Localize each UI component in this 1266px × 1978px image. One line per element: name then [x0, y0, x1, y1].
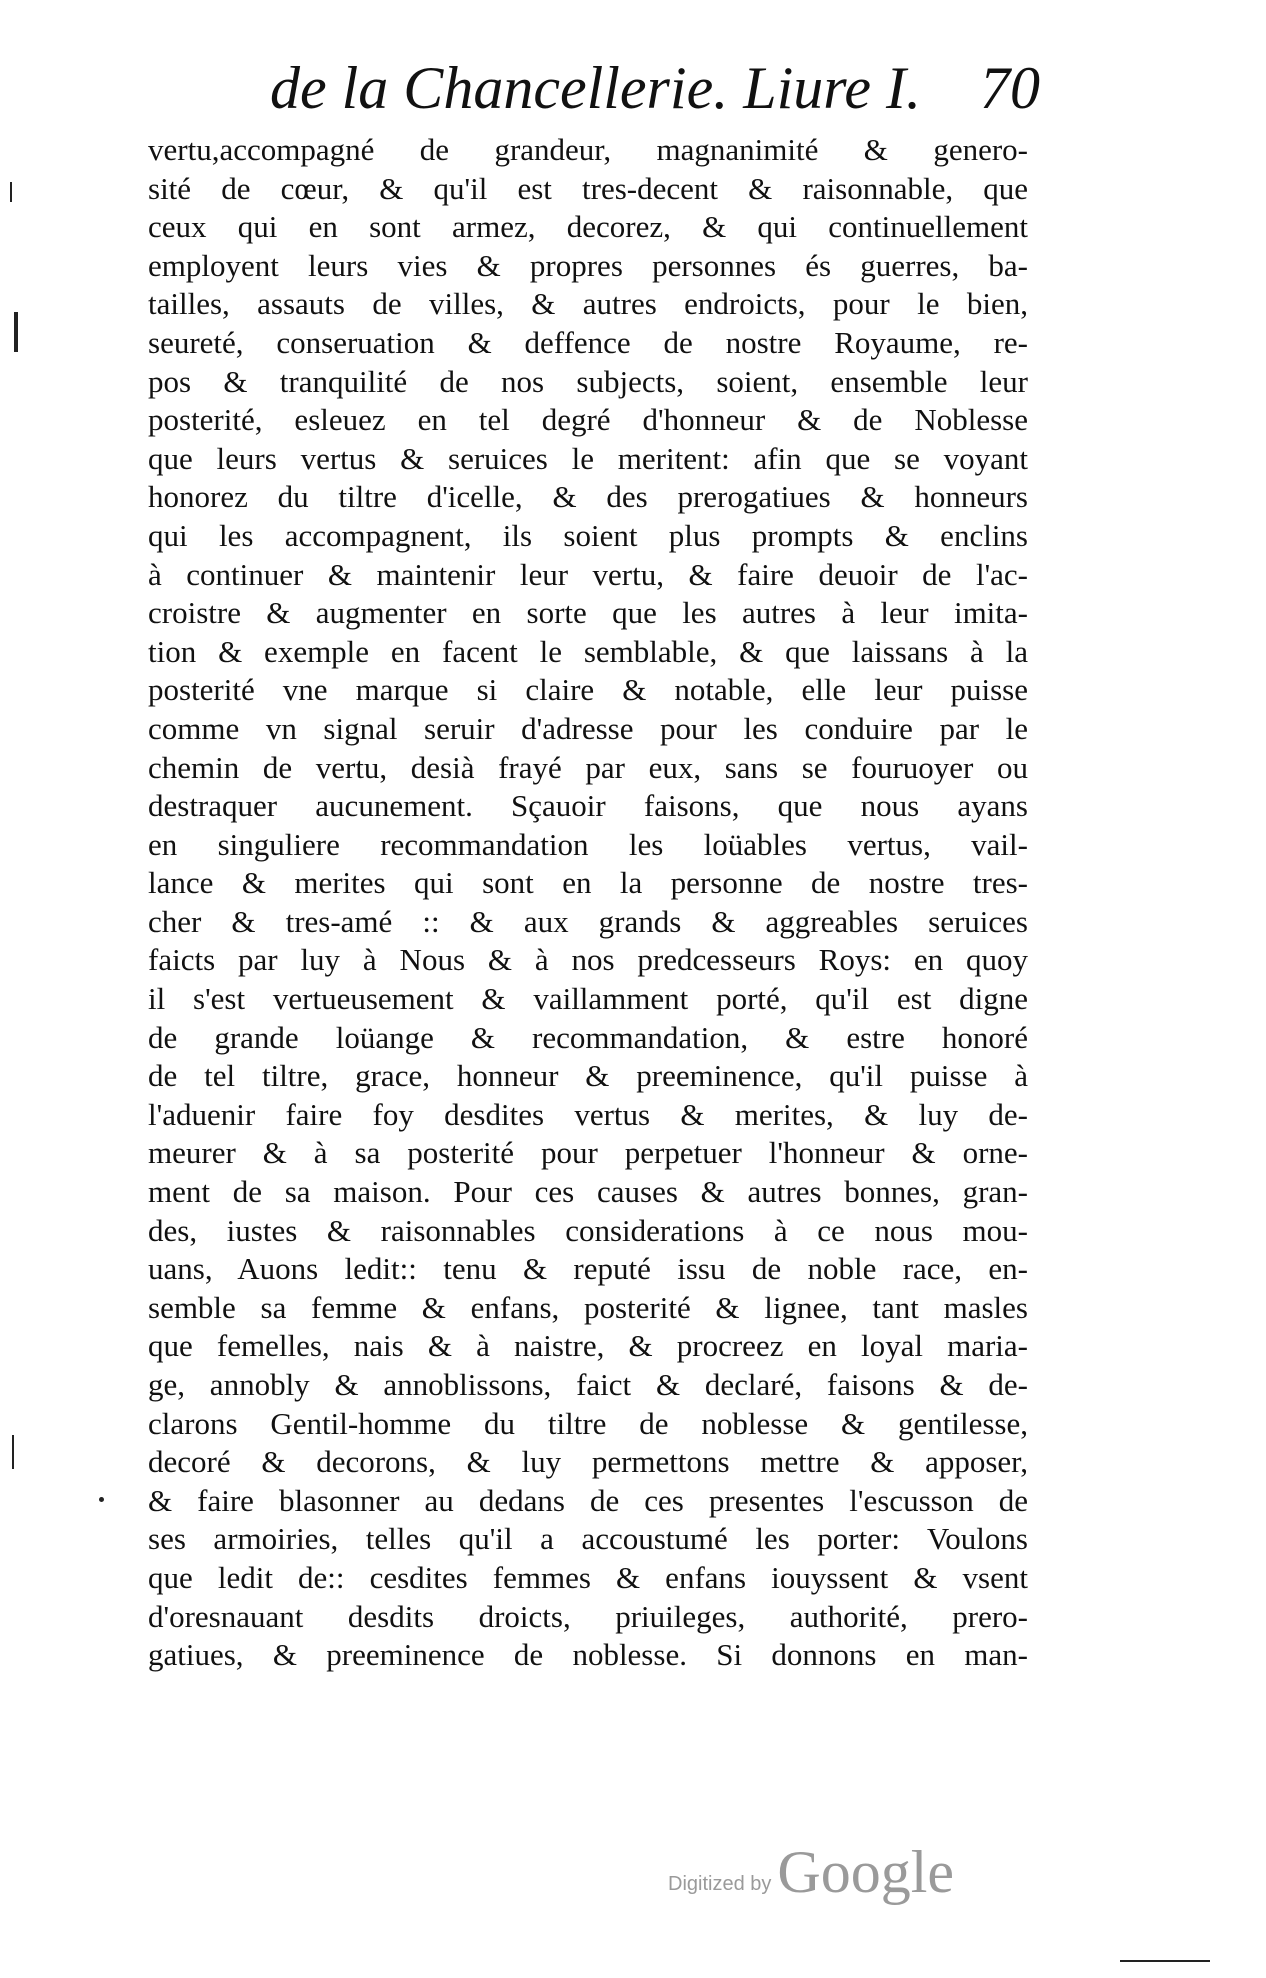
text-line: à continuer & maintenir leur vertu, & faire deuoir de l'ac- [148, 556, 1028, 592]
text-line: sité de cœur, & qu'il est tres-decent & raisonnable, que [148, 170, 1028, 206]
text-line: il s'est vertueusement & vaillamment porté, qu'il est digne [148, 981, 1028, 1017]
text-line: en singuliere recommandation les loüables vertus, vail- [148, 826, 1028, 862]
text-line: destraquer aucunement. Sçauoir faisons, que nous ayans [148, 788, 1028, 824]
page-number: 70 [980, 55, 1040, 121]
text-line: chemin de vertu, desià frayé par eux, sans se fouruoyer ou [148, 749, 1028, 785]
text-line: lance & merites qui sont en la personne de nostre tres- [148, 865, 1028, 901]
text-line: seureté, conseruation & deffence de nostre Royaume, re- [148, 324, 1028, 360]
text-line: ceux qui en sont armez, decorez, & qui continuellement [148, 209, 1028, 245]
text-line: vertu,accompagné de grandeur, magnanimité & genero- [148, 132, 1028, 167]
text-line: & faire blasonner au dedans de ces presentes l'escusson de [148, 1482, 1028, 1518]
text-line: qui les accompagnent, ils soient plus prompts & enclins [148, 517, 1028, 553]
corner-rule [1120, 1960, 1210, 1962]
margin-mark [12, 1435, 14, 1469]
digitized-watermark [668, 1840, 1008, 1912]
text-line: posterité vne marque si claire & notable, elle leur puisse [148, 672, 1028, 708]
text-line: cher & tres-amé :: & aux grands & aggreables seruices [148, 903, 1028, 939]
text-line: employent leurs vies & propres personnes és guerres, ba- [148, 247, 1028, 283]
text-line: ses armoiries, telles qu'il a accoustumé les porter: Voulons [148, 1521, 1028, 1557]
text-line: posterité, esleuez en tel degré d'honneur & de Noblesse [148, 402, 1028, 438]
text-line: croistre & augmenter en sorte que les autres à leur imita- [148, 595, 1028, 631]
text-line: uans, Auons ledit:: tenu & reputé issu de noble race, en- [148, 1251, 1028, 1287]
watermark-brand: Google [777, 1839, 955, 1905]
text-line: d'oresnauant desdits droicts, priuileges, authorité, prero- [148, 1598, 1028, 1634]
text-line: tion & exemple en facent le semblable, & que laissans à la [148, 633, 1028, 669]
text-line: tailles, assauts de villes, & autres endroicts, pour le bien, [148, 286, 1028, 322]
text-line: meurer & à sa posterité pour perpetuer l'honneur & orne- [148, 1135, 1028, 1171]
margin-mark [10, 182, 12, 202]
page-header [270, 48, 1040, 128]
margin-dot [99, 1497, 104, 1502]
text-line: que ledit de:: cesdites femmes & enfans iouyssent & vsent [148, 1559, 1028, 1595]
text-line: faicts par luy à Nous & à nos predcesseurs Roys: en quoy [148, 942, 1028, 978]
text-line: de tel tiltre, grace, honneur & preeminence, qu'il puisse à [148, 1058, 1028, 1094]
text-line: des, iustes & raisonnables considerations à ce nous mou- [148, 1212, 1028, 1248]
text-line: ge, annobly & annoblissons, faict & declaré, faisons & de- [148, 1367, 1028, 1402]
text-line: decoré & decorons, & luy permettons mettre & apposer, [148, 1444, 1028, 1480]
text-line: gatiues, & preeminence de noblesse. Si donnons en man- [148, 1637, 1028, 1673]
text-line: de grande loüange & recommandation, & estre honoré [148, 1019, 1028, 1055]
margin-mark [14, 312, 18, 352]
text-line: semble sa femme & enfans, posterité & lignee, tant masles [148, 1289, 1028, 1325]
text-line: l'aduenir faire foy desdites vertus & merites, & luy de- [148, 1096, 1028, 1132]
text-line: ment de sa maison. Pour ces causes & autres bonnes, gran- [148, 1174, 1028, 1210]
text-line: que leurs vertus & seruices le meritent: afin que se voyant [148, 440, 1028, 476]
text-line: clarons Gentil-homme du tiltre de noblesse & gentilesse, [148, 1405, 1028, 1441]
text-line: pos & tranquilité de nos subjects, soient, ensemble leur [148, 363, 1028, 399]
body-text [148, 131, 1028, 1675]
running-head: de la Chancellerie. Liure I. [270, 55, 921, 121]
text-line: que femelles, nais & à naistre, & procreez en loyal maria- [148, 1328, 1028, 1364]
watermark-prefix: Digitized by [668, 1873, 772, 1895]
text-line: honorez du tiltre d'icelle, & des prerogatiues & honneurs [148, 479, 1028, 515]
text-line: comme vn signal seruir d'adresse pour les conduire par le [148, 710, 1028, 746]
